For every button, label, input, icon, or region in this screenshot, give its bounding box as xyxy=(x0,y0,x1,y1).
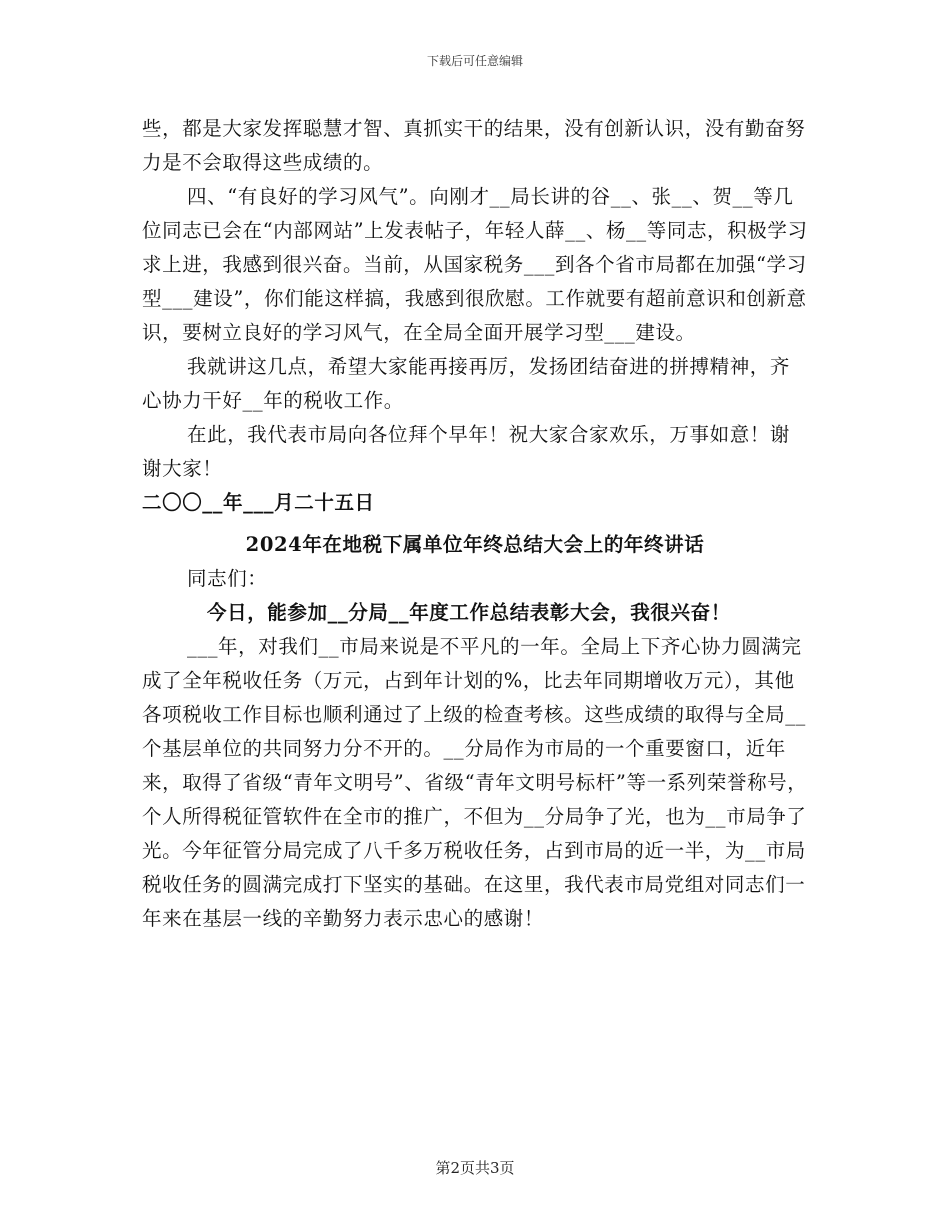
opening-statement: 今日，能参加__分局__年度工作总结表彰大会，我很兴奋！ xyxy=(207,601,731,624)
paragraph-study-atmosphere: 四、“有良好的学习风气”。向刚才__局长讲的谷__、张__、贺__等几位同志已会在“内部网站”上发表帖子，年轻人薛__、杨__等同志，积极学习求上进，我感到很兴奋。当前，从国家税务___到各个省市局都在加强“学习型___建设”，你们能这样搞，我感到很欣慰。工作就要有超前意识和创新意识，要树立良好的学习风气，在全局全面开展学习型___建设。 xyxy=(142,185,808,344)
page-number: 第2页共3页 xyxy=(435,1159,515,1177)
salutation: 同志们： xyxy=(187,567,268,590)
document-body xyxy=(142,112,808,936)
speech-title: 2024年在地税下属单位年终总结大会上的年终讲话 xyxy=(245,533,705,556)
paragraph-year-review: ___年，对我们__市局来说是不平凡的一年。全局上下齐心协力圆满完成了全年税收任务（万元，占到年计划的%，比去年同期增收万元），其他各项税收工作目标也顺利通过了上级的检查考核。这些成绩的取得与全局__个基层单位的共同努力分不开的。__分局作为市局的一个重要窗口，近年来，取得了省级“青年文明号”、省级“青年文明号标杆”等一系列荣誉称号，个人所得税征管软件在全市的推广，不但为__分局争了光，也为__市局争了光。今年征管分局完成了八千多万税收任务，占到市局的近一半，为__市局税收任务的圆满完成打下坚实的基础。在这里，我代表市局党组对同志们一年来在基层一线的辛勤努力表示忠心的感谢！ xyxy=(142,635,808,930)
paragraph-closing-points: 我就讲这几点，希望大家能再接再厉，发扬团结奋进的拼搏精神，齐心协力干好__年的税收工作。 xyxy=(142,355,791,412)
date-line: 二〇〇__年___月二十五日 xyxy=(142,491,375,514)
paragraph-greetings: 在此，我代表市局向各位拜个早年！祝大家合家欢乐，万事如意！谢谢大家！ xyxy=(142,423,791,480)
page-header: 下载后可任意编辑 xyxy=(426,54,523,68)
paragraph-continuation: 些，都是大家发挥聪慧才智、真抓实干的结果，没有创新认识，没有勤奋努力是不会取得这些成绩的。 xyxy=(142,117,806,174)
